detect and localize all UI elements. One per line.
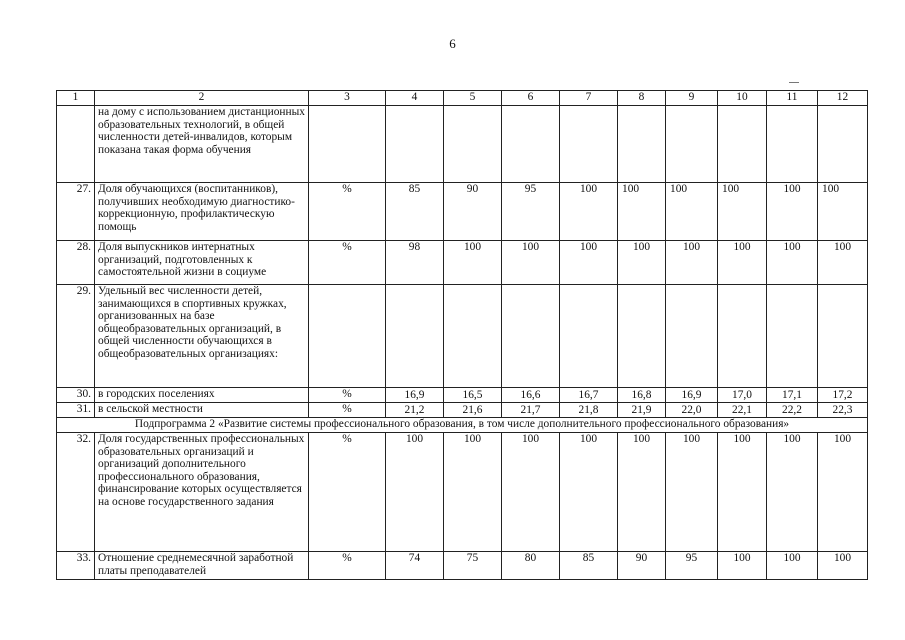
column-number: 1 (57, 91, 95, 106)
value-cell (444, 106, 502, 183)
value-cell: 21,9 (618, 403, 666, 418)
value-cell: 16,7 (560, 388, 618, 403)
column-number: 12 (818, 91, 868, 106)
value-cell (502, 106, 560, 183)
row-number (57, 106, 95, 183)
value-cell: 17,1 (767, 388, 818, 403)
value-cell: 100 (560, 433, 618, 552)
value-cell: 17,0 (718, 388, 767, 403)
value-cell (666, 285, 718, 388)
value-cell (818, 106, 868, 183)
value-cell: 100 (618, 433, 666, 552)
value-cell: 100 (560, 183, 618, 241)
value-cell: 98 (386, 241, 444, 285)
value-cell (666, 106, 718, 183)
table-row (57, 552, 868, 580)
value-cell: 100 (386, 433, 444, 552)
value-cell: 95 (666, 552, 718, 580)
value-cell: 22,2 (767, 403, 818, 418)
indicator-name: в городских поселениях (95, 388, 309, 403)
column-number: 8 (618, 91, 666, 106)
value-cell: 100 (666, 183, 718, 241)
value-cell: 80 (502, 552, 560, 580)
value-cell: 100 (444, 241, 502, 285)
value-cell: 100 (666, 241, 718, 285)
subprogram-row (57, 418, 868, 433)
value-cell: 17,2 (818, 388, 868, 403)
value-cell: 22,3 (818, 403, 868, 418)
column-number: 4 (386, 91, 444, 106)
value-cell: 21,6 (444, 403, 502, 418)
column-numbers-row (57, 91, 868, 106)
column-number: 6 (502, 91, 560, 106)
value-cell: 100 (444, 433, 502, 552)
value-cell: 100 (666, 433, 718, 552)
value-cell: 90 (618, 552, 666, 580)
value-cell: 100 (718, 183, 767, 241)
indicator-name: Удельный вес численности детей, занимающихся в спортивных кружках, организованных на базе общеобразовательных организаций, в общей численности обучающихся в общеобразовательных организациях: (95, 285, 309, 388)
value-cell: 100 (818, 552, 868, 580)
table-row (57, 433, 868, 552)
value-cell: 85 (386, 183, 444, 241)
indicators-table (56, 90, 868, 580)
row-number: 31. (57, 403, 95, 418)
value-cell: 22,1 (718, 403, 767, 418)
page-number: 6 (449, 36, 456, 51)
value-cell: 74 (386, 552, 444, 580)
value-cell: 95 (502, 183, 560, 241)
value-cell (386, 285, 444, 388)
indicator-name: Доля обучающихся (воспитанников), получивших необходимую диагностико-коррекционную, профилактическую помощь (95, 183, 309, 241)
value-cell: 100 (818, 433, 868, 552)
value-cell: 90 (444, 183, 502, 241)
unit-cell: % (309, 433, 386, 552)
indicator-name: Доля выпускников интернатных организаций, подготовленных к самостоятельной жизни в социуме (95, 241, 309, 285)
value-cell (618, 285, 666, 388)
value-cell: 21,2 (386, 403, 444, 418)
row-number: 28. (57, 241, 95, 285)
unit-cell: % (309, 552, 386, 580)
unit-cell (309, 106, 386, 183)
value-cell (502, 285, 560, 388)
value-cell (444, 285, 502, 388)
value-cell: 16,5 (444, 388, 502, 403)
value-cell (767, 285, 818, 388)
value-cell: 100 (718, 552, 767, 580)
unit-cell: % (309, 388, 386, 403)
value-cell: 100 (560, 241, 618, 285)
table-row (57, 403, 868, 418)
value-cell: 100 (818, 241, 868, 285)
value-cell: 100 (767, 241, 818, 285)
value-cell: 100 (767, 552, 818, 580)
value-cell: 16,6 (502, 388, 560, 403)
value-cell (818, 285, 868, 388)
value-cell: 100 (818, 183, 868, 241)
value-cell (718, 285, 767, 388)
table-row (57, 241, 868, 285)
value-cell (767, 106, 818, 183)
indicator-name: Доля государственных профессиональных образовательных организаций и организаций дополнительного профессионального образования, финансирование которых осуществляется на основе государственного задания (95, 433, 309, 552)
row-number: 33. (57, 552, 95, 580)
value-cell: 100 (618, 183, 666, 241)
value-cell (718, 106, 767, 183)
value-cell: 16,9 (666, 388, 718, 403)
value-cell: 21,8 (560, 403, 618, 418)
value-cell: 16,9 (386, 388, 444, 403)
indicator-name: в сельской местности (95, 403, 309, 418)
unit-cell: % (309, 403, 386, 418)
column-number: 7 (560, 91, 618, 106)
value-cell: 100 (502, 241, 560, 285)
value-cell: 22,0 (666, 403, 718, 418)
subprogram-title: Подпрограмма 2 «Развитие системы профессионального образования, в том числе дополнительного профессионального образования» (57, 418, 868, 433)
value-cell (386, 106, 444, 183)
value-cell (560, 106, 618, 183)
table-row (57, 388, 868, 403)
value-cell: 100 (718, 241, 767, 285)
value-cell: 16,8 (618, 388, 666, 403)
value-cell: 85 (560, 552, 618, 580)
value-cell (618, 106, 666, 183)
table-row (57, 285, 868, 388)
column-number: 9 (666, 91, 718, 106)
indicator-name: на дому с использованием дистанционных образовательных технологий, в общей численности детей-инвалидов, которым показана такая форма обучения (95, 106, 309, 183)
value-cell: 100 (502, 433, 560, 552)
value-cell: 100 (618, 241, 666, 285)
row-number: 32. (57, 433, 95, 552)
column-number: 2 (95, 91, 309, 106)
row-number: 27. (57, 183, 95, 241)
column-number: 3 (309, 91, 386, 106)
indicator-name: Отношение среднемесячной заработной платы преподавателей (95, 552, 309, 580)
unit-cell (309, 285, 386, 388)
value-cell: 75 (444, 552, 502, 580)
table-row (57, 106, 868, 183)
value-cell (560, 285, 618, 388)
column-number: 10 (718, 91, 767, 106)
column-number: 11 (767, 91, 818, 106)
unit-cell: % (309, 241, 386, 285)
row-number: 29. (57, 285, 95, 388)
value-cell: 100 (718, 433, 767, 552)
value-cell: 21,7 (502, 403, 560, 418)
value-cell: 100 (767, 183, 818, 241)
value-cell: 100 (767, 433, 818, 552)
table-body (57, 91, 868, 580)
margin-dash (789, 82, 799, 83)
column-number: 5 (444, 91, 502, 106)
unit-cell: % (309, 183, 386, 241)
row-number: 30. (57, 388, 95, 403)
table-row (57, 183, 868, 241)
